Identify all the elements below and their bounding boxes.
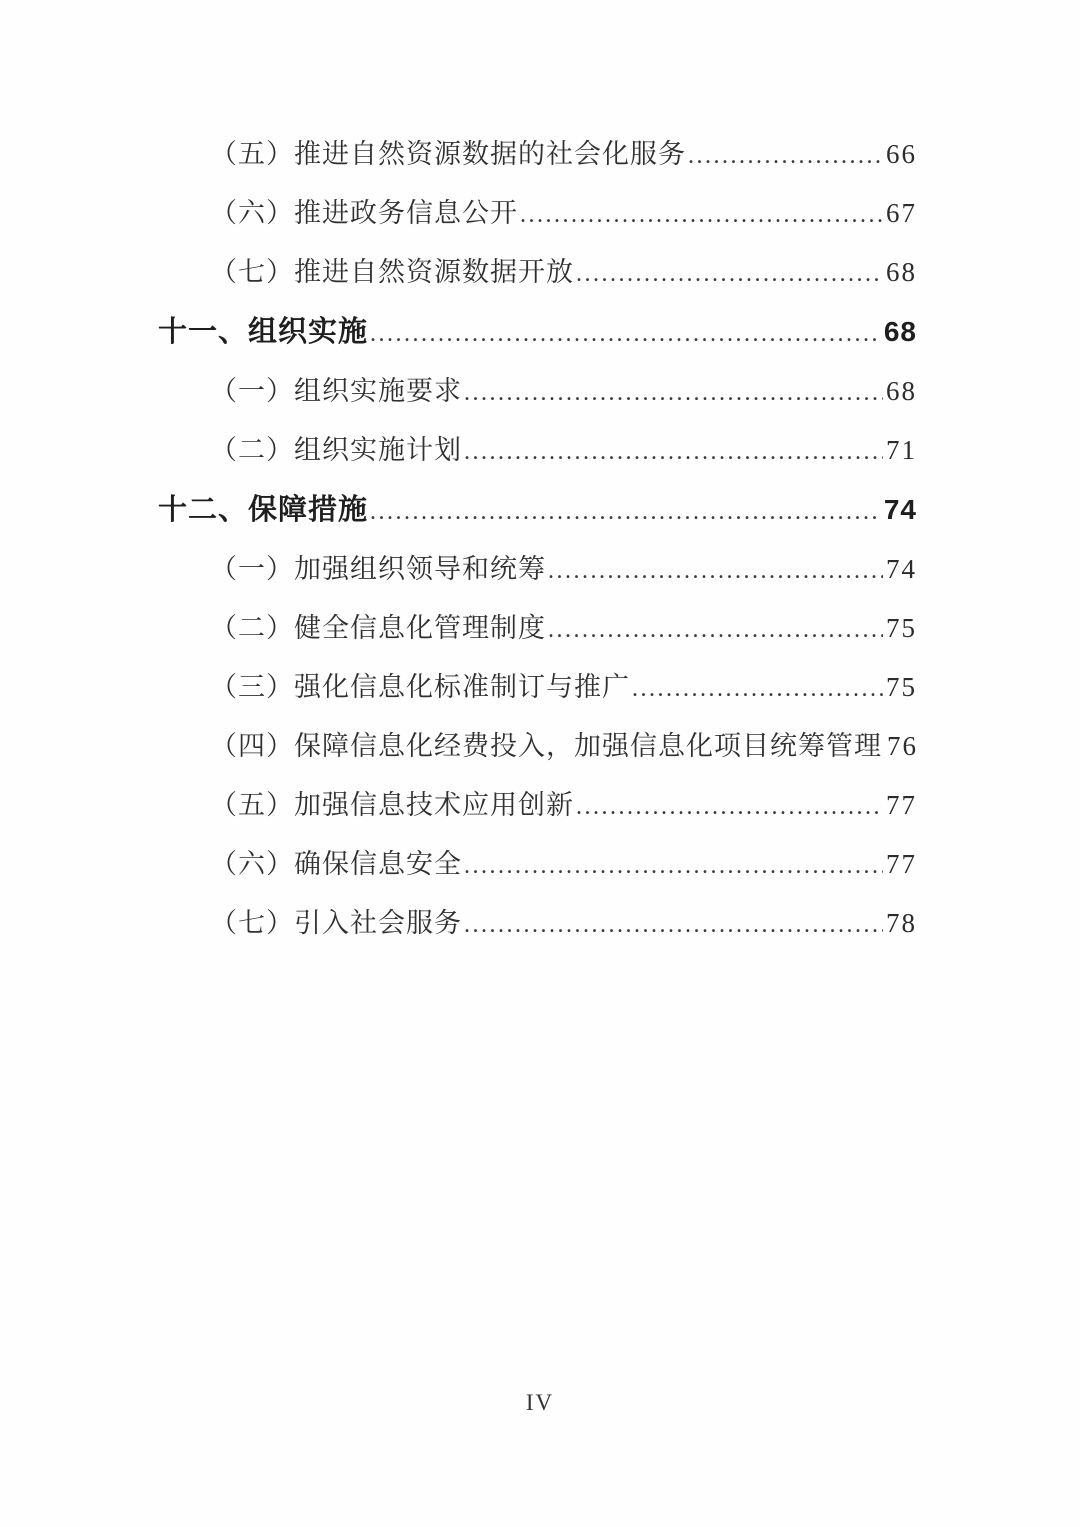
dot-leader (548, 543, 883, 600)
toc-sub-entry (158, 600, 917, 659)
dot-leader (370, 484, 881, 541)
toc-sub-entry (158, 718, 917, 777)
dot-leader (688, 128, 883, 185)
toc-entry-page-number: 75 (886, 672, 917, 702)
dot-leader (464, 365, 883, 422)
toc-entry-label: （七）引入社会服务 (210, 908, 462, 938)
toc-entry-label: （六）推进政务信息公开 (210, 198, 518, 228)
table-of-contents (158, 126, 917, 954)
toc-entry-page-number: 66 (886, 139, 917, 169)
toc-sub-entry (158, 777, 917, 836)
toc-entry-page-number: 74 (886, 554, 917, 584)
dot-leader (548, 602, 883, 659)
toc-sub-entry (158, 541, 917, 600)
toc-entry-page-number: 77 (886, 790, 917, 820)
footer-page-number: IV (525, 1390, 555, 1415)
toc-entry-page-number: 68 (886, 376, 917, 406)
toc-sub-entry (158, 422, 917, 481)
toc-entry-label: 十二、保障措施 (158, 494, 369, 526)
toc-entry-page-number: 67 (886, 198, 917, 228)
dot-leader (632, 661, 883, 718)
toc-entry-label: 十一、组织实施 (158, 316, 369, 348)
toc-chapter-entry (158, 481, 917, 541)
toc-sub-entry (158, 185, 917, 244)
toc-entry-page-number: 71 (886, 435, 917, 465)
toc-entry-page-number: 78 (886, 908, 917, 938)
toc-entry-page-number: 74 (883, 494, 917, 525)
toc-entry-label: （二）组织实施计划 (210, 435, 462, 465)
toc-entry-label: （一）加强组织领导和统筹 (210, 554, 546, 584)
toc-sub-entry (158, 126, 917, 185)
toc-sub-entry (158, 659, 917, 718)
toc-entry-page-number: 76 (887, 731, 918, 761)
toc-entry-label: （三）强化信息化标准制订与推广 (210, 672, 630, 702)
toc-entry-label: （五）推进自然资源数据的社会化服务 (210, 139, 686, 169)
toc-sub-entry (158, 836, 917, 895)
toc-entry-label: （四）保障信息化经费投入，加强信息化项目统筹管理 (210, 731, 882, 761)
dot-leader (464, 424, 883, 481)
page-footer (0, 1390, 1080, 1416)
toc-entry-label: （二）健全信息化管理制度 (210, 613, 546, 643)
toc-sub-entry (158, 363, 917, 422)
toc-entry-page-number: 75 (886, 613, 917, 643)
toc-entry-page-number: 77 (886, 849, 917, 879)
dot-leader (520, 187, 883, 244)
toc-entry-label: （一）组织实施要求 (210, 376, 462, 406)
toc-entry-label: （五）加强信息技术应用创新 (210, 790, 574, 820)
toc-sub-entry (158, 244, 917, 303)
dot-leader (576, 779, 883, 836)
toc-entry-label: （六）确保信息安全 (210, 849, 462, 879)
dot-leader (464, 897, 883, 954)
toc-sub-entry (158, 895, 917, 954)
toc-entry-label: （七）推进自然资源数据开放 (210, 257, 574, 287)
dot-leader (464, 838, 883, 895)
dot-leader (370, 306, 881, 363)
toc-entry-page-number: 68 (886, 257, 917, 287)
dot-leader (576, 246, 883, 303)
toc-entry-page-number: 68 (883, 316, 917, 347)
toc-chapter-entry (158, 303, 917, 363)
